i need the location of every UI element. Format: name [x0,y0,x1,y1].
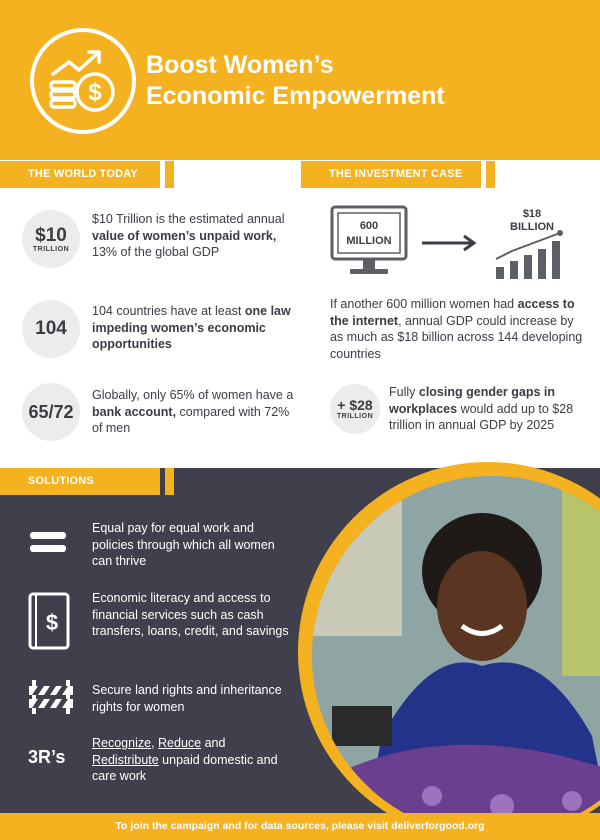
gender-gap-text: Fully closing gender gaps in workplaces would add up to $28 trillion in annual GDP by 2025 [389,385,574,432]
stat-unit: TRILLION [336,413,374,420]
stat-badge-trillion [330,384,380,434]
monitor-unit: MILLION [346,235,392,247]
header-banner [0,0,600,160]
stat-description: Globally, only 65% of women have a bank account, compared with 72% of men [92,388,294,435]
stat-value: 104 [35,318,67,339]
footer-banner: To join the campaign and for data sources, please visit deliverforgood.org [0,813,600,840]
tab-solutions: SOLUTIONS [0,468,160,495]
equals-icon [28,528,68,556]
solution-land-rights: Secure land rights and inheritance rights for women [92,683,282,714]
gain-unit: BILLION [510,221,554,233]
stat-value: 65/72 [28,401,74,422]
computer-monitor-icon [330,205,408,283]
stat-badge [22,300,80,358]
solution-unpaid-care: Recognize, Reduce and Redistribute unpaid domestic and care work [92,736,278,783]
stat-badge [22,383,80,441]
solution-financial-services: Economic literacy and access to financial services such as cash transfers, loans, credit, and savings [92,591,289,638]
stat-value: $10 [35,224,67,246]
monitor-value: 600 [359,220,379,232]
internet-access-text: If another 600 million women had access to the internet, annual GDP could increase by as much as $18 billion across 144 developing countries [330,297,583,361]
stat-unit: TRILLION [32,245,70,253]
solution-equal-pay: Equal pay for equal work and policies through which all women can thrive [92,521,275,568]
title-line-2: Economic Empowerment [146,82,445,110]
tab-world-today: THE WORLD TODAY [0,161,160,188]
arrow-right-icon [420,233,480,253]
stat-value: + $28 [337,397,373,413]
barrier-icon [28,678,74,716]
stat-badge [22,210,80,268]
logo-badge [30,28,136,134]
stat-description: 104 countries have at least one law impeding women’s economic opportunities [92,304,291,351]
page-title [146,50,566,112]
growth-bars-icon [492,205,576,283]
svg-text:$: $ [45,610,59,635]
three-rs-label: 3R’s [28,747,66,767]
svg-text:$: $ [88,79,102,106]
finance-book-icon [28,592,70,650]
title-line-1: Boost Women’s [146,51,334,79]
gain-value: $18 [522,208,542,220]
tab-investment-case: THE INVESTMENT CASE [301,161,481,188]
money-growth-icon [47,44,121,120]
stat-description: $10 Trillion is the estimated annual value of women’s unpaid work, 13% of the global GDP [92,212,285,259]
